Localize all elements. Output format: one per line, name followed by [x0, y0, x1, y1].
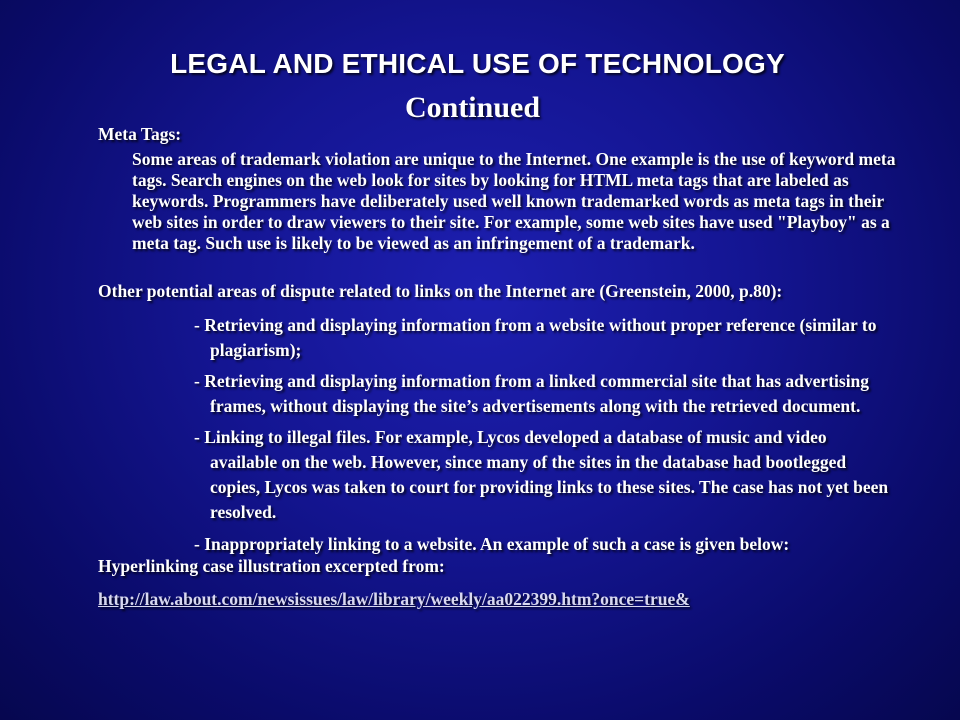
dispute-bullet-3: - Linking to illegal files. For example, Lycos developed a database of music and video available on the web. However, since many of the sites in the database had bootlegged copies, Lycos was taken to court for providing links to these sites. The case has not yet been resolved. — [194, 427, 889, 522]
excerpt-heading: Hyperlinking case illustration excerpted from: — [98, 556, 445, 576]
slide-subtitle: Continued — [404, 91, 541, 124]
source-link[interactable]: http://law.about.com/newsissues/law/library/weekly/aa022399.htm?once=true& — [98, 589, 690, 609]
meta-tags-heading: Meta Tags: — [98, 124, 182, 144]
slide-title: LEGAL AND ETHICAL USE OF TECHNOLOGY — [170, 48, 785, 79]
dispute-bullet-2: - Retrieving and displaying information from a linked commercial site that has advertising frames, without displaying the site’s advertisements along with the retrieved document. — [194, 371, 870, 416]
dispute-bullet-4: - Inappropriately linking to a website. An example of such a case is given below: — [194, 534, 790, 554]
dispute-bullet-1: - Retrieving and displaying information from a website without proper reference (similar to plagiarism); — [194, 315, 877, 360]
dispute-citation: are (Greenstein, 2000, p.80): — [566, 281, 783, 301]
meta-tags-paragraph: Some areas of trademark violation are unique to the Internet. One example is the use of keyword meta tags. Search engines on the web look for sites by looking for HTML meta tags that are labeled as keywords. Programmers have deliberately used well known trademarked words as meta tags in their web sites in order to draw viewers to their site. For example, some web sites have used "Playboy" as a meta tag. Such use is likely to be viewed as an infringement of a trademark. — [132, 149, 896, 253]
dispute-lead: Other potential areas of dispute related to links on the Internet — [98, 281, 567, 301]
dispute-paragraph — [98, 279, 898, 304]
slide-body — [98, 123, 898, 610]
